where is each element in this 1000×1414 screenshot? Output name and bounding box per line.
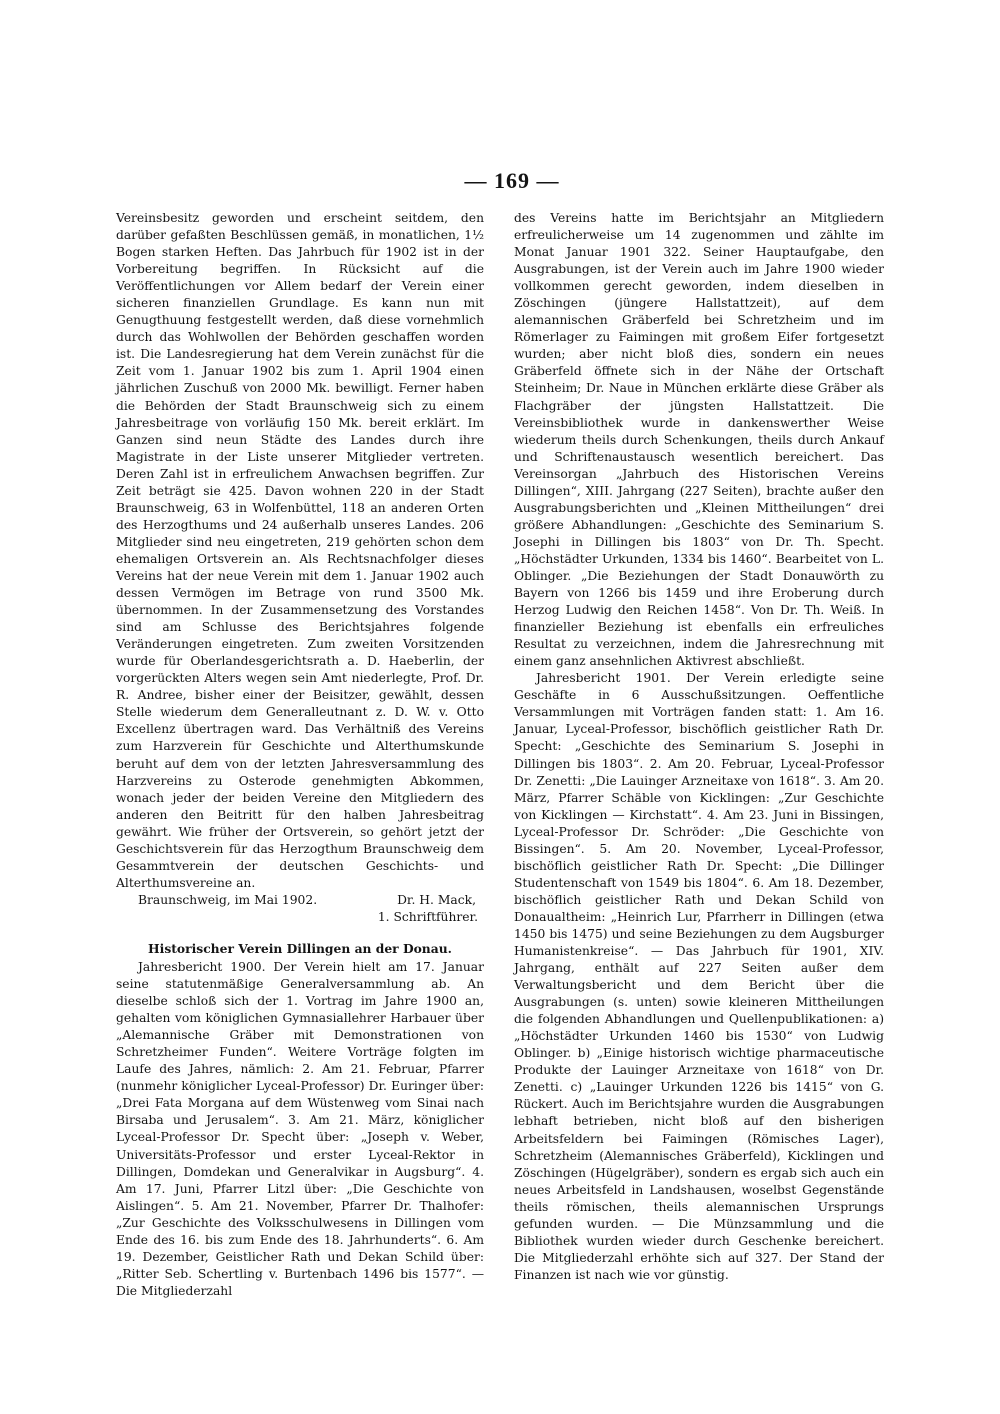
signature-role: 1. Schriftführer. <box>377 909 478 924</box>
signature-line <box>116 892 484 909</box>
paragraph-jahresbericht-1901: Jahresbericht 1901. Der Verein erledigte seine Geschäfte in 6 Ausschußsitzungen. Oeffentliche Versammlungen mit Vorträgen fanden statt: 1. Am 16. Januar, Lyceal-Professor, bischöflich geistlicher Rath Dr. Specht: „Geschichte des Seminarium S. Josephi in Dillingen bis 1803“. 2. Am 20. Februar, Lyceal-Professor Dr. Zenetti: „Die Lauinger Arzneitaxe von 1618“. 3. Am 20. März, Pfarrer Schäble von Kicklingen: „Zur Geschichte von Kicklingen — Kirchstatt“. 4. Am 23. Juni in Bissingen, Lyceal-Professor Dr. Schröder: „Die Geschichte von Bissingen“. 5. Am 20. November, Lyceal-Professor, bischöflich geistlicher Rath Dr. Specht: „Die Dillinger Studentenschaft von 1549 bis 1804“. 6. Am 18. Dezember, bischöflich geistlicher Rath und Dekan Schild von Donaualtheim: „Heinrich Lur, Pfarrherr in Dillingen (etwa 1450 bis 1475) und seine Beziehungen zu dem Augsburger Humanistenkreise“. — Das Jahrbuch für 1901, XIV. Jahrgang, enthält auf 227 Seiten außer dem Verwaltungsbericht und dem Bericht über die Ausgrabungen (s. unten) sowie kleineren Mittheilungen die folgenden Abhandlungen und Quellenpublikationen: a) „Höchstädter Urkunden 1460 bis 1530“ von Ludwig Oblinger. b) „Einige historisch wichtige pharmaceutische Produkte der Lauinger Arzneitaxe von 1618“ von Dr. Zenetti. c) „Lauinger Urkunden 1226 bis 1415“ von G. Rückert. Auch im Berichtsjahre wurden die Ausgrabungen lebhaft betrieben, nicht bloß auf den bisherigen Arbeitsfeldern bei Faimingen (Römisches Lager), Schretzheim (Alemannisches Gräberfeld), Kicklingen und Zöschingen (Hügelgräber), sondern es ergab sich auch ein neues Arbeitsfeld in Landshausen, woselbst Gegenstände theils römischen, theils alemannischen Ursprungs gefunden wurden. — Die Münzsammlung und die Bibliothek wurden wieder durch Geschenke bereichert. Die Mitgliederzahl erhöhte sich auf 327. Der Stand der Finanzen ist nach wie vor günstig. <box>514 671 884 1282</box>
section-heading-dillingen: Historischer Verein Dillingen an der Donau. <box>148 940 452 956</box>
right-column <box>514 210 884 1284</box>
paragraph-jahresbericht-1900: Jahresbericht 1900. Der Verein hielt am 17. Januar seine statutenmäßige Generalversammlung ab. An dieselbe schloß sich der 1. Vortrag im Jahre 1900 an, gehalten vom königlichen Gymnasiallehrer Harbauer über „Alemannische Gräber mit Demonstrationen von Schretzheimer Funden“. Weitere Vorträge folgten im Laufe des Jahres, nämlich: 2. Am 21. Februar, Pfarrer (nunmehr königlicher Lyceal-Professor) Dr. Euringer über: „Drei Fata Morgana auf dem Wüstenweg vom Sinai nach Birsaba und Jerusalem“. 3. Am 21. März, königlicher Lyceal-Professor Dr. Specht über: „Joseph v. Weber, Universitäts-Professor und erster Lyceal-Rektor in Dillingen, Domdekan und Generalvikar in Augsburg“. 4. Am 17. Juni, Pfarrer Litzl über: „Die Geschichte von Aislingen“. 5. Am 21. November, Pfarrer Dr. Thalhofer: „Zur Geschichte des Volksschulwesens in Dillingen vom Ende des 16. bis zum Ende des 18. Jahrhunderts“. 6. Am 19. Dezember, Geistlicher Rath und Dekan Schild über: „Ritter Seb. Schertling v. Burtenbach 1496 bis 1577“. — Die Mitgliederzahl <box>116 960 484 1298</box>
paragraph-jahresbericht-1900-continued: des Vereins hatte im Berichtsjahr an Mitgliedern erfreulicherweise um 14 zugenommen und zählte im Monat Januar 1901 322. Seiner Hauptaufgabe, den Ausgrabungen, ist der Verein auch im Jahre 1900 wieder vollkommen gerecht geworden, indem dieselben in Zöschingen (jüngere Hallstattzeit), auf dem alemannischen Gräberfeld bei Schretzheim und im Römerlager zu Faimingen mit großem Eifer fortgesetzt wurden; aber nicht bloß dies, sondern ein neues Gräberfeld öffnete sich in der Nähe der Ortschaft Steinheim; Dr. Naue in München erklärte diese Gräber als Flachgräber der jüngsten Hallstattzeit. Die Vereinsbibliothek wurde in dankenswerther Weise wiederum theils durch Schenkungen, theils durch Ankauf und Schriftenaustausch wesentlich bereichert. Das Vereinsorgan „Jahrbuch des Historischen Vereins Dillingen“, XIII. Jahrgang (227 Seiten), brachte außer den Ausgrabungsberichten und „Kleinen Mittheilungen“ drei größere Abhandlungen: „Geschichte des Seminarium S. Josephi in Dillingen bis 1803“ von Dr. Th. Specht. „Höchstädter Urkunden, 1334 bis 1460“. Bearbeitet von L. Oblinger. „Die Beziehungen der Stadt Donauwörth zu Bayern von 1266 bis 1459 und ihre Eroberung durch Herzog Ludwig den Reichen 1458“. Von Dr. Th. Weiß. In finanzieller Beziehung ist ebenfalls ein erfreuliches Resultat zu verzeichnen, indem die Jahresrechnung mit einem ganz ansehnlichen Aktivrest abschließt. <box>514 211 884 669</box>
paragraph-braunschweig-report: Vereinsbesitz geworden und erscheint seitdem, den darüber gefaßten Beschlüssen gemäß, in monatlichen, 1½ Bogen starken Heften. Das Jahrbuch für 1902 ist in der Vorbereitung begriffen. In Rücksicht auf die Veröffentlichungen vor Allem bedarf der Verein einer sicheren finanziellen Grundlage. Es kann nun mit Genugthuung festgestellt werden, daß diese vornehmlich durch das Wohlwollen der Behörden geschaffen worden ist. Die Landesregierung hat dem Verein zunächst für die Zeit vom 1. Januar 1902 bis zum 1. April 1904 einen jährlichen Zuschuß von 2000 Mk. bewilligt. Ferner haben die Behörden der Stadt Braunschweig sich zu einem Jahresbeitrage von vorläufig 150 Mk. bereit erklärt. Im Ganzen sind neun Städte des Landes durch ihre Magistrate in der Liste unserer Mitglieder vertreten. Deren Zahl ist in erfreulichem Anwachsen begriffen. Zur Zeit beträgt sie 425. Davon wohnen 220 in der Stadt Braunschweig, 63 in Wolfenbüttel, 118 an anderen Orten des Herzogthums und 24 außerhalb unseres Landes. 206 Mitglieder sind neu eingetreten, 219 gehörten schon dem ehemaligen Ortsverein an. Als Rechtsnachfolger dieses Vereins hat der neue Verein mit dem 1. Januar 1902 auch dessen Vermögen im Betrage von rund 3500 Mk. übernommen. In der Zusammensetzung des Vorstandes sind am Schlusse des Berichtsjahres folgende Veränderungen eingetreten. Zum zweiten Vorsitzenden wurde für Oberlandesgerichtsrath a. D. Haeberlin, der vorgerückten Alters wegen sein Amt niederlegte, Prof. Dr. R. Andree, bisher einer der Beisitzer, gewählt, dessen Stelle wiederum dem Generalleutnant z. D. W. v. Otto Excellenz übertragen ward. Das Verhältniß des Vereins zum Harzverein für Geschichte und Alterthumskunde beruht auf dem von der letzten Jahresversammlung des Harzvereins zu Osterode genehmigten Abkommen, wonach jeder der beiden Vereine den Mitgliedern des anderen den Beitritt für den halben Jahresbeitrag gewährt. Wie früher der Ortsverein, so gehört jetzt der Geschichtsverein für das Herzogthum Braunschweig dem Gesammtverein der deutschen Geschichts- und Alterthumsvereine an. <box>116 211 484 890</box>
left-column <box>116 210 484 1300</box>
page-number: — 169 — <box>464 168 560 193</box>
signature-name: Dr. H. Mack, <box>397 892 476 907</box>
signature-place-date: Braunschweig, im Mai 1902. <box>138 892 318 907</box>
